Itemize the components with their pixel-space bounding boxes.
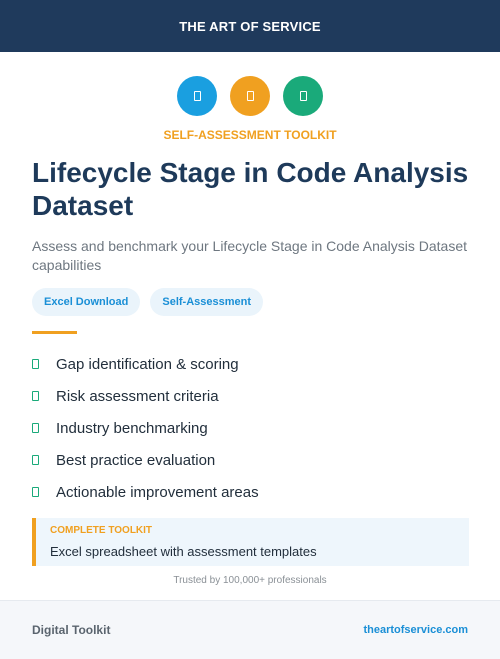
- feature-item: [32, 380, 259, 412]
- feature-list: [32, 348, 259, 508]
- orange-circle-icon: [230, 76, 270, 116]
- footer-label: Digital Toolkit: [32, 623, 111, 637]
- check-icon: [32, 423, 39, 433]
- icon-row: [0, 76, 500, 116]
- header-bar: [0, 0, 500, 52]
- tag-excel-download: Excel Download: [32, 288, 140, 316]
- document-icon: [247, 91, 254, 101]
- kicker-label: SELF-ASSESSMENT TOOLKIT: [163, 128, 337, 142]
- feature-item: [32, 444, 259, 476]
- feature-item: [32, 476, 259, 508]
- check-icon: [32, 391, 39, 401]
- toolkit-callout: [32, 518, 469, 566]
- document-icon: [300, 91, 307, 101]
- feature-text: Industry benchmarking: [56, 419, 208, 437]
- footer-website-link[interactable]: theartofservice.com: [363, 624, 468, 636]
- footer-bar: [0, 600, 500, 659]
- blue-circle-icon: [177, 76, 217, 116]
- tag-self-assessment: Self-Assessment: [150, 288, 263, 316]
- feature-text: Best practice evaluation: [56, 451, 216, 469]
- check-icon: [32, 359, 39, 369]
- callout-title: COMPLETE TOOLKIT: [50, 525, 153, 536]
- feature-item: [32, 348, 259, 380]
- callout-text: Excel spreadsheet with assessment templates: [50, 544, 317, 559]
- feature-text: Actionable improvement areas: [56, 483, 259, 501]
- check-icon: [32, 455, 39, 465]
- green-circle-icon: [283, 76, 323, 116]
- tag-list: [32, 288, 263, 316]
- trusted-note: Trusted by 100,000+ professionals: [173, 575, 327, 586]
- accent-divider: [32, 331, 77, 334]
- feature-item: [32, 412, 259, 444]
- feature-text: Risk assessment criteria: [56, 387, 219, 405]
- brand-name: THE ART OF SERVICE: [179, 18, 321, 34]
- page-title: Lifecycle Stage in Code Analysis Dataset: [32, 157, 469, 221]
- check-icon: [32, 487, 39, 497]
- document-icon: [194, 91, 201, 101]
- feature-text: Gap identification & scoring: [56, 355, 239, 373]
- page-subtitle: Assess and benchmark your Lifecycle Stage in Code Analysis Dataset capabilities: [32, 238, 468, 273]
